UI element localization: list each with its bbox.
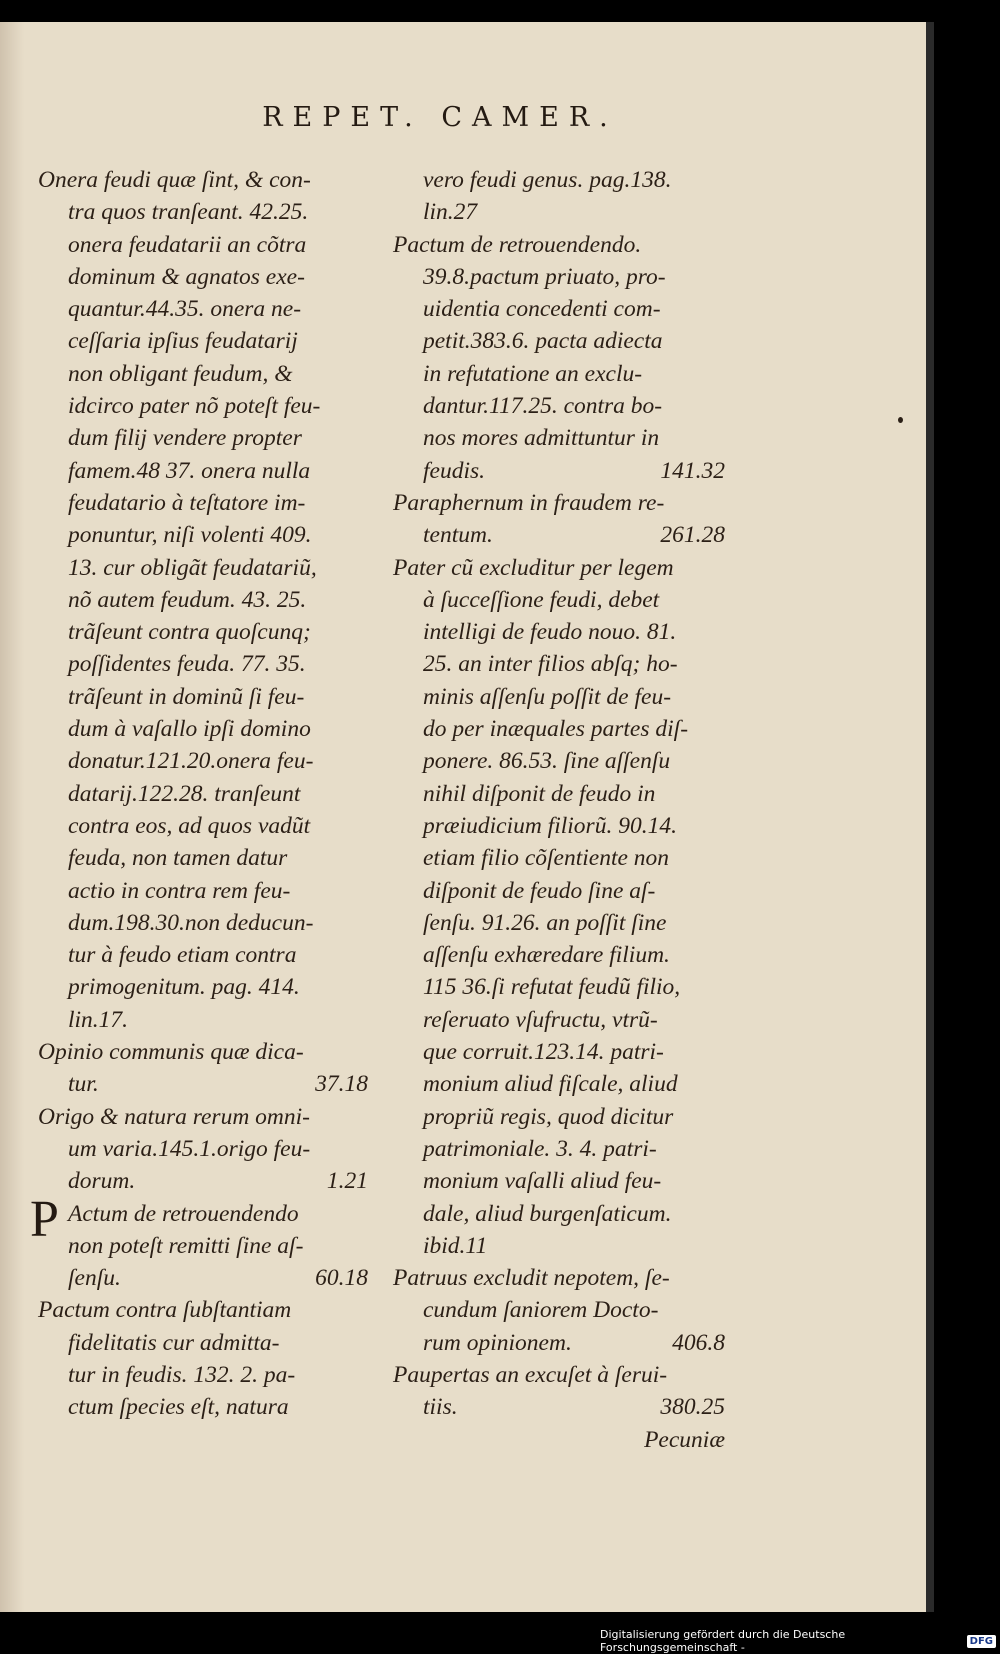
index-line: reſeruato vſufructu, vtrũ- [423,1006,658,1033]
index-line: 25. an inter filios abſq; ho- [423,651,678,678]
index-line: 13. cur obligãt feudatariũ, [68,554,317,581]
index-line: non poteſt remitti ſine aſ- [68,1232,304,1259]
index-entry-head: Pater cũ excluditur per legem [393,554,674,581]
index-line: um varia.145.1.origo feu- [68,1135,311,1162]
index-column-left [30,164,368,1424]
index-line: tra quos tranſeant. 42.25. [68,199,309,226]
index-line: ponere. 86.53. ſine aſſenſu [423,748,671,775]
index-entry-head: Paupertas an excuſet à ſerui- [393,1361,668,1388]
index-line [393,455,725,487]
index-line-text: feudis. [423,457,486,484]
index-line: poſſidentes feuda. 77. 35. [68,651,306,678]
index-entry-head: Paraphernum in fraudem re- [393,489,665,516]
index-line: dum.198.30.non deducun- [68,909,314,936]
index-line: ctum ſpecies eſt, natura [68,1394,289,1421]
index-line: ceſſaria ipſius feudatarij [68,328,298,355]
index-line: monium aliud fiſcale, aliud [423,1071,678,1098]
index-line-text: dorum. [68,1168,136,1195]
index-line: quantur.44.35. onera ne- [68,296,302,323]
index-line: Onera feudi quæ ſint, & con- [38,167,311,193]
page-reference: 141.32 [660,457,725,484]
index-line: diſponit de feudo ſine aſ- [423,877,656,904]
index-line: feuda, non tamen datur [68,845,288,872]
index-line: lin.27 [423,199,478,226]
index-line-text: tiis. [423,1394,458,1421]
index-entry-head: Pactum de retrouendendo. [393,231,642,258]
index-line [38,1068,368,1100]
index-line: patrimoniale. 3. 4. patri- [423,1135,657,1162]
digitization-footer [600,1628,1000,1654]
index-line: cundum ſaniorem Docto- [423,1297,659,1324]
index-line: à ſucceſſione feudi, debet [423,586,660,613]
index-line: onera feudatarii an cõtra [68,231,307,258]
index-line: trãſeunt in dominũ ſi feu- [68,683,305,710]
index-line: nos mores admittuntur in [423,425,660,452]
index-line: dominum & agnatos exe- [68,263,305,290]
index-line [393,1327,725,1359]
index-line: actio in contra rem feu- [68,877,291,904]
index-line-text: Actum de retrouendendo [68,1200,299,1227]
index-line: tur à feudo etiam contra [68,942,297,969]
index-line: vero feudi genus. pag.138. [423,167,672,193]
index-line: aſſenſu exhæredare filium. [423,942,670,969]
page-reference: 406.8 [672,1329,725,1356]
index-line: 39.8.pactum priuato, pro- [423,263,666,290]
index-line-text: tur. [68,1071,99,1098]
index-line: etiam filio cõſentiente non [423,845,670,872]
index-line: intelligi de feudo nouo. 81. [423,619,677,646]
index-line-text: ſenſu. [68,1265,121,1292]
index-line: tur in feudis. 132. 2. pa- [68,1361,296,1388]
index-line: præiudicium filiorũ. 90.14. [423,812,677,839]
index-line: non obligant feudum, & [68,360,293,387]
index-line: ponuntur, niſi volenti 409. [68,522,312,549]
index-line: fidelitatis cur admitta- [68,1329,280,1356]
index-line: monium vaſalli aliud feu- [423,1168,662,1195]
drop-cap-letter: P [30,1190,59,1248]
dfg-logo: DFG [967,1635,996,1648]
page-reference: 380.25 [660,1394,725,1421]
index-line: dum à vaſallo ipſi domino [68,716,311,743]
index-column-right [393,164,725,1456]
catchword: Pecuniæ [644,1426,725,1453]
index-line: nihil diſponit de feudo in [423,780,656,807]
index-line: in refutatione an exclu- [423,360,643,387]
index-line [393,519,725,551]
book-page [0,22,928,1612]
index-line: datarij.122.28. tranſeunt [68,780,301,807]
index-line [38,1165,368,1197]
index-line: uidentia concedenti com- [423,296,661,323]
index-line: 115 36.ſi refutat feudũ filio, [423,974,681,1001]
index-line: petit.383.6. pacta adiecta [423,328,663,355]
index-entry-head: Origo & natura rerum omni- [38,1103,310,1130]
running-head: REPET. CAMER. [262,102,618,133]
index-line: propriũ regis, quod dicitur [423,1103,674,1130]
index-entry-head: Pactum contra ſubſtantiam [38,1297,292,1324]
index-line: trãſeunt contra quoſcunq; [68,619,311,646]
index-line-text: rum opinionem. [423,1329,572,1356]
index-line: que corruit.123.14. patri- [423,1039,664,1066]
index-line: donatur.121.20.onera feu- [68,748,314,775]
page-reference: 60.18 [315,1265,368,1292]
footer-credit-text: Digitalisierung gefördert durch die Deutsche Forschungsgemeinschaft - [600,1628,846,1654]
index-entry-head: Opinio communis quæ dica- [38,1039,304,1066]
index-line [38,1262,368,1294]
index-line: ibid.11 [423,1232,488,1259]
index-line: dantur.117.25. contra bo- [423,393,663,420]
index-line-text: tentum. [423,522,493,549]
page-reference: 37.18 [315,1071,368,1098]
index-line: minis aſſenſu poſſit de feu- [423,683,672,710]
index-line: do per inæquales partes diſ- [423,716,689,743]
ink-spot [898,417,903,423]
index-line: feudatario à teſtatore im- [68,489,306,516]
index-entry-head: Patruus excludit nepotem, ſe- [393,1265,670,1292]
index-line: ſenſu. 91.26. an poſſit ſine [423,909,667,936]
index-line: primogenitum. pag. 414. [68,974,300,1001]
page-reference: 261.28 [660,522,725,549]
index-line [393,1391,725,1423]
index-line: contra eos, ad quos vadũt [68,812,311,839]
index-line: nõ autem feudum. 43. 25. [68,586,307,613]
index-line: idcirco pater nõ poteſt feu- [68,393,321,420]
page-edge [926,22,934,1612]
index-line: lin.17. [68,1006,129,1033]
page-reference: 1.21 [326,1168,368,1195]
index-line: famem.48 37. onera nulla [68,457,311,484]
index-line: dale, aliud burgenſaticum. [423,1200,672,1227]
index-line: dum filij vendere propter [68,425,302,452]
